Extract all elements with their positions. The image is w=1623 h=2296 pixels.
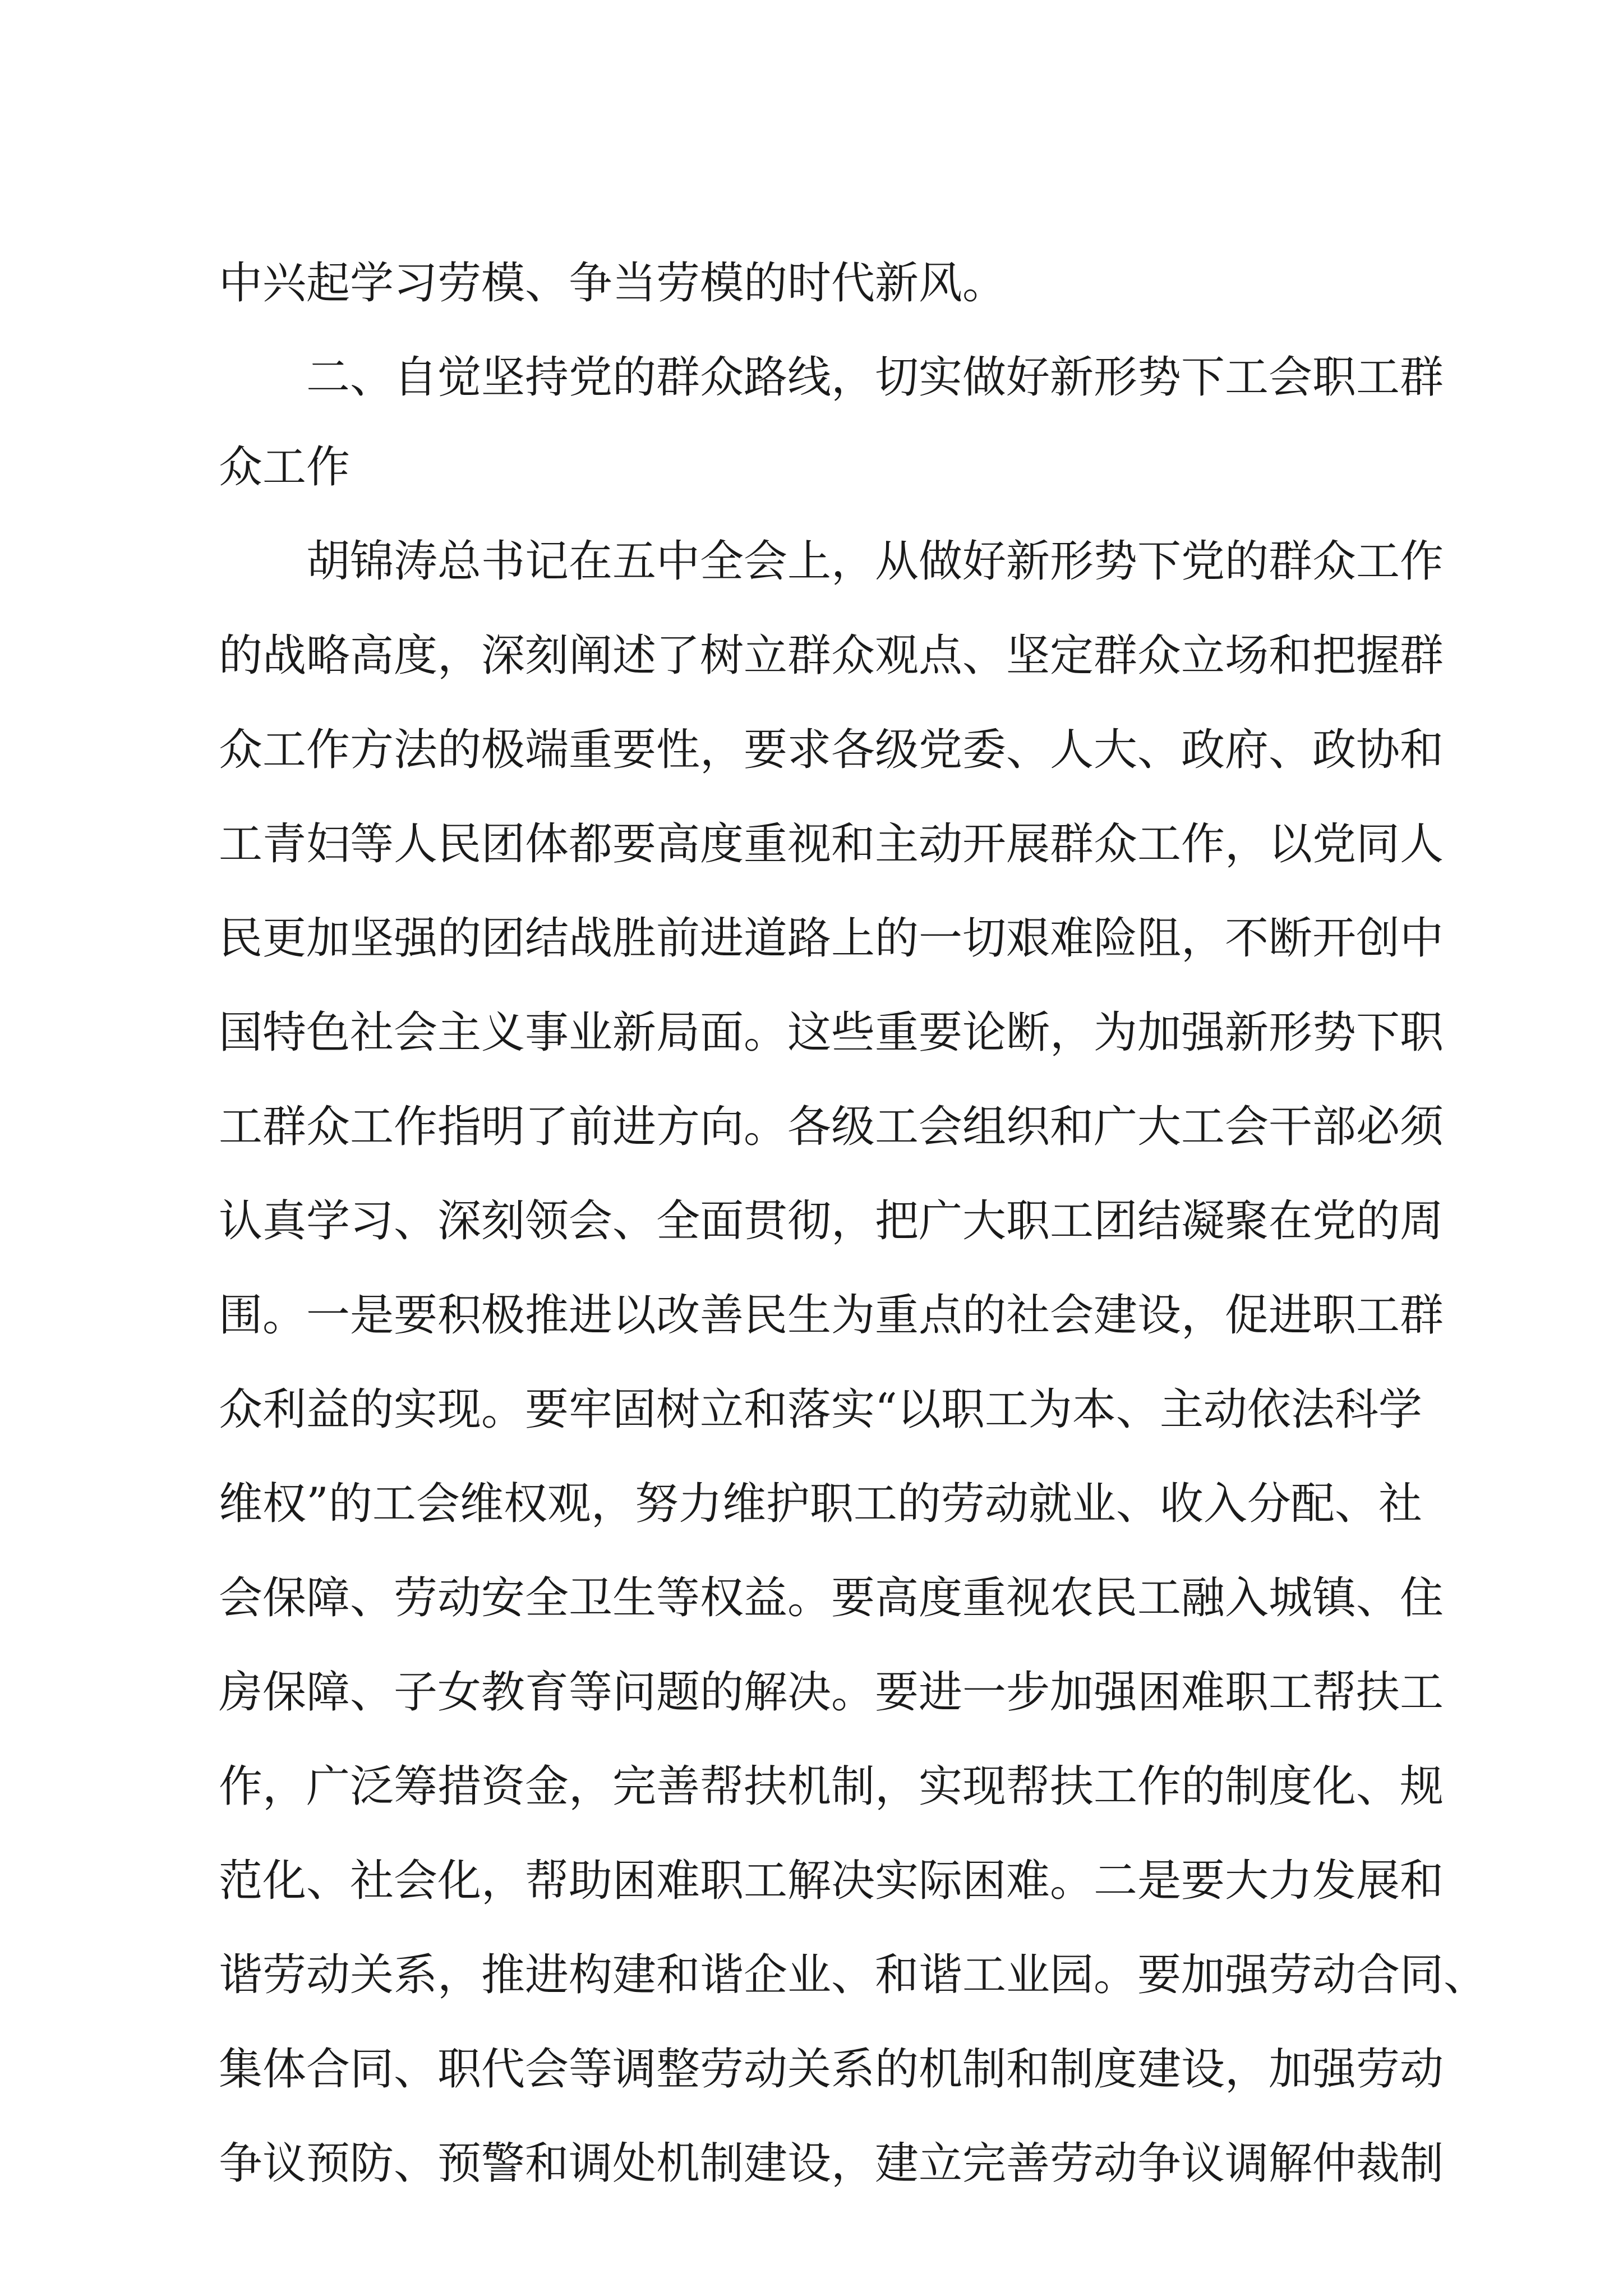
body-line: 集体合同、职代会等调整劳动关系的机制和制度建设，加强劳动 [219, 2044, 1444, 2095]
body-line: 范化、社会化，帮助困难职工解决实际困难。二是要大力发展和 [219, 1856, 1444, 1906]
body-line: 工群众工作指明了前进方向。各级工会组织和广大工会干部必须 [219, 1102, 1444, 1152]
body-line: 众利益的实现。要牢固树立和落实“以职工为本、主动依法科学 [219, 1384, 1422, 1435]
body-line: 国特色社会主义事业新局面。这些重要论断，为加强新形势下职 [219, 1007, 1444, 1058]
body-line: 会保障、劳动安全卫生等权益。要高度重视农民工融入城镇、住 [219, 1573, 1444, 1623]
body-line: 作，广泛筹措资金，完善帮扶机制，实现帮扶工作的制度化、规 [219, 1761, 1444, 1812]
body-line: 房保障、子女教育等问题的解决。要进一步加强困难职工帮扶工 [219, 1667, 1444, 1718]
body-line: 民更加坚强的团结战胜前进道路上的一切艰难险阻，不断开创中 [219, 913, 1444, 964]
body-line: 胡锦涛总书记在五中全会上，从做好新形势下党的群众工作 [306, 536, 1444, 587]
body-line: 众工作方法的极端重要性，要求各级党委、人大、政府、政协和 [219, 725, 1444, 775]
body-line: 围。一是要积极推进以改善民生为重点的社会建设，促进职工群 [219, 1290, 1444, 1341]
body-line: 谐劳动关系，推进构建和谐企业、和谐工业园。要加强劳动合同、 [219, 1950, 1488, 2000]
section-heading-line: 二、自觉坚持党的群众路线，切实做好新形势下工会职工群 [306, 352, 1444, 403]
body-line: 的战略高度，深刻阐述了树立群众观点、坚定群众立场和把握群 [219, 631, 1444, 681]
body-line: 工青妇等人民团体都要高度重视和主动开展群众工作，以党同人 [219, 819, 1444, 869]
body-line: 认真学习、深刻领会、全面贯彻，把广大职工团结凝聚在党的周 [219, 1196, 1444, 1246]
section-heading-line: 众工作 [219, 442, 351, 493]
body-line: 维权”的工会维权观，努力维护职工的劳动就业、收入分配、社 [219, 1479, 1422, 1529]
body-line: 争议预防、预警和调处机制建设，建立完善劳动争议调解仲裁制 [219, 2138, 1444, 2189]
body-line: 中兴起学习劳模、争当劳模的时代新风。 [219, 258, 1007, 309]
